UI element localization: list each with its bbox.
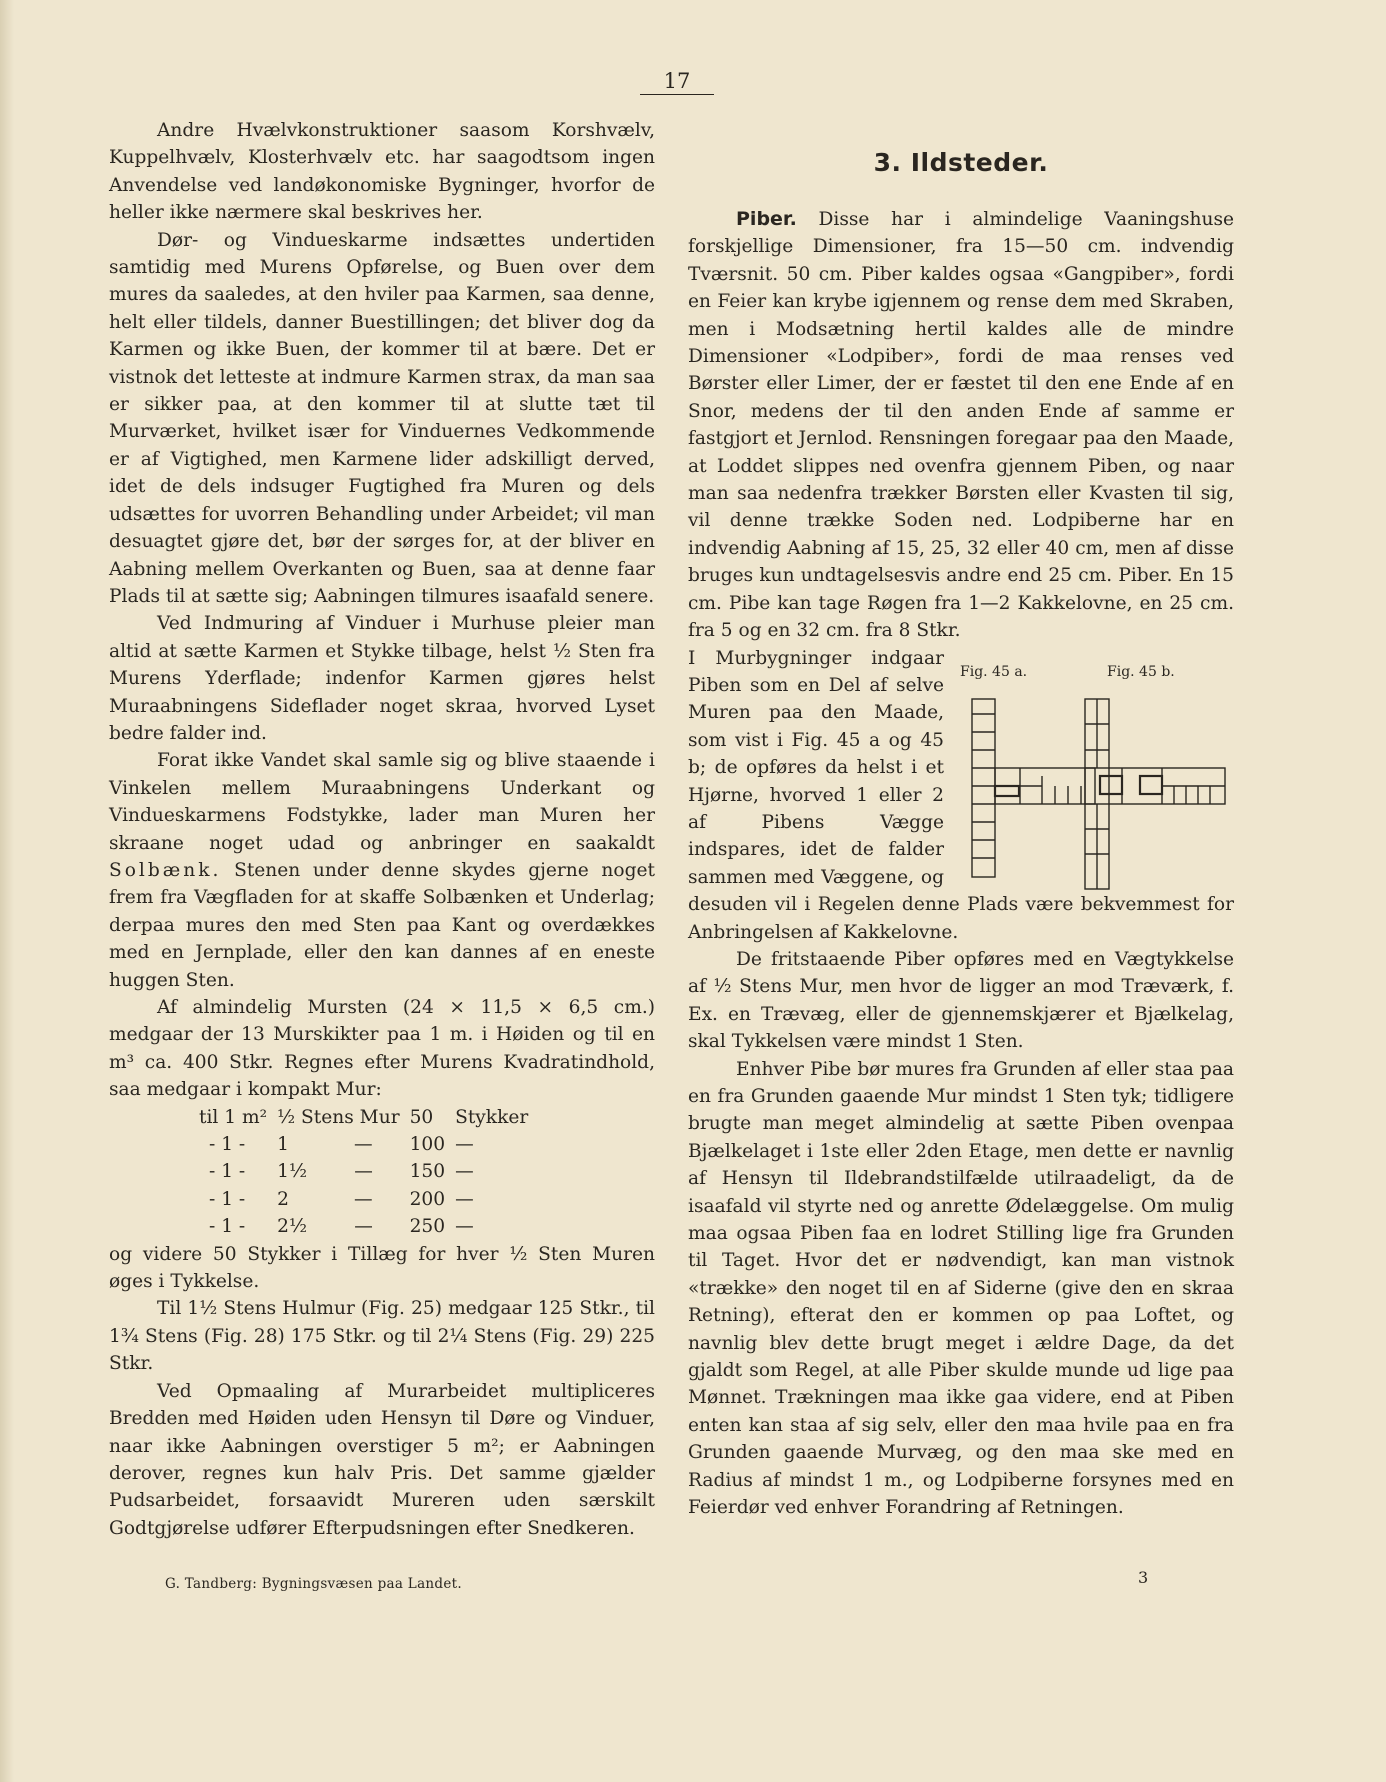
table-cell: 50 bbox=[409, 1106, 434, 1128]
table-row bbox=[199, 1213, 538, 1240]
fig-45b-drawing bbox=[1085, 699, 1225, 889]
cell-dash: — bbox=[354, 1161, 373, 1183]
chimney-corner-diagram bbox=[960, 694, 1240, 909]
section-title: 3. Ildsteder. bbox=[873, 148, 1049, 177]
paragraph-text: Forat ikke Vandet skal samle sig og blive staaende i Vinkelen mellem Muraabningens Underkant og Vindueskarmens Fodstykke, lader man Muren her skraane noget udad og anbringer en saakaldt bbox=[109, 750, 655, 854]
brick-count-table bbox=[199, 1104, 538, 1241]
table-cell: - 1 - bbox=[209, 1134, 246, 1156]
paragraph-text: Stenen under denne skydes gjerne noget frem fra Vægfladen for at skaffe Solbænken et Underlag; derpaa mures den med Sten paa Kant og overdækkes med en Jernplade, eller den kan dannes af en eneste huggen Sten. bbox=[109, 859, 655, 991]
paragraph: De fritstaaende Piber opføres med en Vægtykkelse af ½ Stens Mur, men hvor de ligger an mod Træværk, f. Ex. en Trævæg, eller de gjennemskjærer et Bjælkelag, skal Tykkelsen være mindst 1 Sten. bbox=[688, 948, 1234, 1053]
signature-mark: 3 bbox=[1138, 1568, 1149, 1587]
table-row bbox=[199, 1131, 538, 1158]
table-cell: Stykker bbox=[455, 1106, 529, 1128]
cell-dash: — bbox=[354, 1216, 373, 1238]
paragraph: Dør- og Vindueskarme indsættes undertiden samtidig med Murens Opførelse, og Buen over dem mures da saaledes, at den hviler paa Karmen, saa denne, helt eller tildels, danner Buestillingen; det bliver dog da Karmen og ikke Buen, der kommer til at bære. Det er vistnok det letteste at indmure Karmen strax, da man saa er sikker paa, at den kommer til at slutte tæt til Murværket, hvilket især for Vinduernes Vedkommende er af Vigtighed, men Karmene lider adskilligt derved, idet de dels indsuger Fugtighed fra Muren og dels udsættes for uvorren Behandling under Arbeidet; vil man desuagtet gjøre det, bør der sørges for, at der bliver en Aabning mellem Overkanten og Buen, saa at denne faar Plads til at sætte sig; Aabningen tilmures isaafald senere. bbox=[109, 229, 655, 607]
paragraph: Ved Indmuring af Vinduer i Murhuse pleier man altid at sætte Karmen et Stykke tilbage, helst ½ Sten fra Murens Yderflade; indenfor Karmen gjøres helst Muraabningens Sideflader noget skraa, hvorved Lyset bedre falder ind. bbox=[109, 613, 655, 744]
paragraph-text: Regnes efter Murens Kvadratindhold, saa medgaar i kompakt Mur: bbox=[109, 1051, 655, 1101]
paragraph: Ved Opmaaling af Murarbeidet multipliceres Bredden med Høiden uden Hensyn til Døre og Vinduer, naar ikke Aabningen overstiger 5 m²; er Aabningen derover, regnes kun halv Pris. Det samme gjælder Pudsarbeidet, forsaavidt Mureren uden særskilt Godtgjørelse udfører Efterpudsningen efter Snedkeren. bbox=[109, 1380, 655, 1539]
fig-45b-flue-1 bbox=[1100, 776, 1122, 794]
paragraph bbox=[109, 994, 655, 1104]
figure-caption-a: Fig. 45 a. bbox=[960, 664, 1028, 680]
fig-45a-wall-vertical bbox=[972, 699, 995, 877]
table-cell: til 1 m² bbox=[199, 1106, 268, 1128]
paragraph: Andre Hvælvkonstruktioner saasom Korshvælv, Kuppelhvælv, Klosterhvælv etc. har saagodtsom ingen Anvendelse ved landøkonomiske Bygninger, hvorfor de heller ikke nærmere skal beskrives her. bbox=[109, 120, 655, 224]
page-number: 17 bbox=[640, 68, 714, 95]
table-cell: 100 bbox=[409, 1134, 446, 1156]
table-cell: 250 bbox=[409, 1216, 446, 1238]
paragraph-text: Af almindelig Mursten (24 × 11,5 × 6,5 cm.) medgaar der 13 Murskikter paa 1 m. i Høiden og til en m³ ca. 400 Stkr. bbox=[109, 997, 655, 1073]
paragraph-text: Disse har i almindelige Vaaningshuse forskjellige Dimensioner, fra 15—50 cm. indvendig Tværsnit. 50 cm. Piber kaldes ogsaa «Gangpiber», fordi en Feier kan krybe igjennem og rense dem med Skraben, men i Modsætning hertil kaldes alle de mindre Dimensioner «Lodpiber», fordi de maa renses ved Børster eller Limer, der er fæstet til den ene Ende af en Snor, medens der til den anden Ende af samme er fastgjort et Jernlod. Rensningen foregaar paa den Maade, at Loddet slippes ned ovenfra gjennem Piben, og naar man saa nedenfra trækker Børsten eller Kvasten til sig, vil denne trække Soden ned. Lodpiberne har en indvendig Aabning af 15, 25, 32 eller 40 cm, men af disse bruges kun undtagelsesvis andre end 25 cm. Piber. En 15 cm. Pibe kan tage Røgen fra 1—2 Kakkelovne, en 25 cm. fra 5 og en 32 cm. fra 8 Stkr. bbox=[688, 209, 1234, 642]
table-cell: - 1 - bbox=[209, 1188, 246, 1210]
table-row bbox=[199, 1186, 538, 1213]
paragraph: Til 1½ Stens Hulmur (Fig. 25) medgaar 125 Stkr., til 1¾ Stens (Fig. 28) 175 Stkr. og til 2¼ Stens (Fig. 29) 225 Stkr. bbox=[109, 1298, 655, 1375]
term-solbaenk: Solbænk. bbox=[109, 859, 222, 881]
table-cell: - 1 - bbox=[209, 1161, 246, 1183]
cell-value: 1½ bbox=[277, 1161, 307, 1183]
cell-dash: — bbox=[353, 1188, 373, 1210]
keyword-piber: Piber. bbox=[736, 208, 797, 230]
cell-value: 2 bbox=[277, 1188, 289, 1210]
table-cell: — bbox=[455, 1188, 474, 1210]
figure-caption-b: Fig. 45 b. bbox=[1107, 664, 1175, 680]
table-cell: — bbox=[455, 1216, 474, 1238]
table-row bbox=[199, 1104, 538, 1131]
paragraph bbox=[688, 206, 1234, 645]
table-cell bbox=[277, 1158, 409, 1185]
paragraph: Enhver Pibe bør mures fra Grunden af eller staa paa en fra Grunden gaaende Mur mindst 1 Sten tyk; tidligere brugte man meget almindelig at sætte Piben ovenpaa Bjælkelaget i 1ste eller 2den Etage, men dette er navnlig af Hensyn til Ildebrandstilfælde utilraadeligt, da de isaafald vil styrte ned og anrette Ødelæggelse. Om mulig maa ogsaa Piben faa en lodret Stilling lige fra Grunden til Taget. Hvor det er nødvendigt, kan man vistnok «trække» den noget til en af Siderne (give den en skraa Retning), efterat den er kommen op paa Loftet, og navnlig blev dette brugt meget i ældre Dage, da det gjaldt som Regel, at alle Piber skulde munde ud lige paa Mønnet. Trækningen maa ikke gaa videre, end at Piben enten kan staa af sig selv, eller den maa hvile paa en fra Grunden gaaende Murvæg, og den maa ske med en Radius af mindst 1 m., og Lodpiberne forsynes med en Feierdør ved enhver Forandring af Retningen. bbox=[688, 1058, 1234, 1519]
table-cell bbox=[277, 1213, 409, 1240]
paragraph: og videre 50 Stykker i Tillæg for hver ½ Sten Muren øges i Tykkelse. bbox=[109, 1243, 655, 1293]
fig-45a-flue bbox=[995, 786, 1019, 796]
table-cell: — bbox=[455, 1161, 474, 1183]
figure-45 bbox=[960, 664, 1240, 914]
table-cell bbox=[277, 1186, 409, 1213]
cell-value: 1 bbox=[277, 1134, 289, 1156]
table-row bbox=[199, 1158, 538, 1185]
paragraph bbox=[109, 747, 655, 994]
fig-45b-flue-2 bbox=[1140, 776, 1162, 794]
table-cell: 150 bbox=[409, 1161, 446, 1183]
cell-dash: — bbox=[353, 1134, 373, 1156]
footer-imprint: G. Tandberg: Bygningsvæsen paa Landet. bbox=[165, 1576, 462, 1592]
paragraph-text: I Murbygninger indgaar Piben som en Del af selve Muren paa den Maade, som vist i Fig. 45 a og 45 b; de opføres da helst i et Hjørne, hvorved 1 eller 2 af Pibens Vægge indspares, idet de falder sammen med Væggene, og desuden vil i Regelen denne Plads være bekvemmest for Anbringelsen af Kakkelovne. bbox=[688, 647, 1234, 943]
fig-45a-drawing bbox=[972, 699, 1095, 877]
table-cell: 200 bbox=[409, 1188, 446, 1210]
table-cell: ½ Stens Mur bbox=[277, 1106, 400, 1128]
table-cell: - 1 - bbox=[209, 1216, 246, 1238]
table-cell bbox=[277, 1131, 409, 1158]
cell-value: 2½ bbox=[277, 1216, 307, 1238]
left-column bbox=[109, 117, 655, 1542]
page-edge bbox=[0, 0, 14, 1782]
table-cell: — bbox=[455, 1134, 474, 1156]
